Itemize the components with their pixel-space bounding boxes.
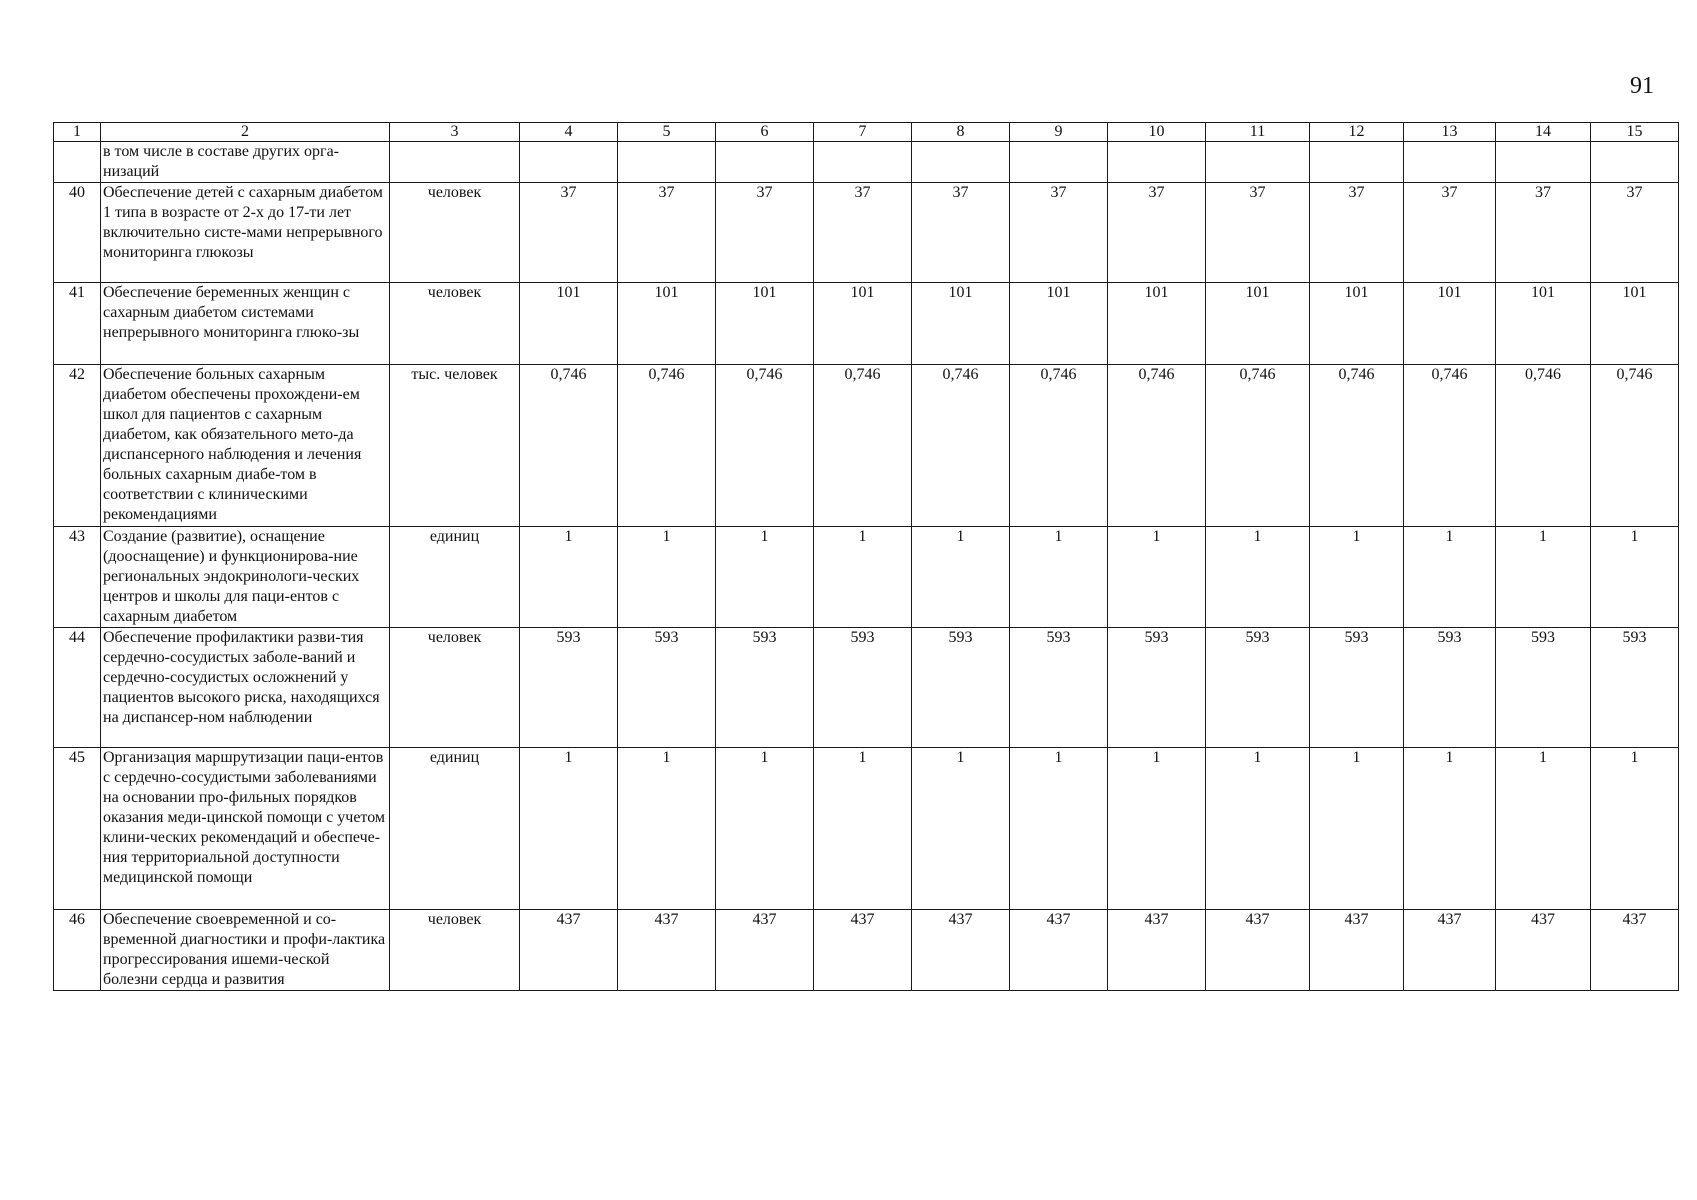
value-cell-col-6: 1 <box>716 527 814 628</box>
row-number: 41 <box>54 283 101 365</box>
value-cell-col-14: 0,746 <box>1496 365 1591 527</box>
column-number-4: 4 <box>520 123 618 142</box>
indicator-name: Обеспечение профилактики разви-тия сердечно-сосудистых заболе-ваний и сердечно-сосудистых осложнений у пациентов высокого риска, находящихся на диспансер-ном наблюдении <box>101 628 390 748</box>
column-number-8: 8 <box>912 123 1010 142</box>
table-body <box>54 123 1679 991</box>
value-cell-col-13: 37 <box>1404 183 1496 283</box>
value-cell-col-5: 101 <box>618 283 716 365</box>
column-number-7: 7 <box>814 123 912 142</box>
value-cell-col-15: 1 <box>1591 748 1679 910</box>
value-cell-col-10: 437 <box>1108 910 1206 991</box>
column-number-5: 5 <box>618 123 716 142</box>
value-cell-col-13: 593 <box>1404 628 1496 748</box>
value-cell-col-8: 37 <box>912 183 1010 283</box>
value-cell-col-15: 101 <box>1591 283 1679 365</box>
value-cell-col-12: 0,746 <box>1310 365 1404 527</box>
value-cell-col-14: 101 <box>1496 283 1591 365</box>
value-cell-col-7: 593 <box>814 628 912 748</box>
value-cell-col-10: 593 <box>1108 628 1206 748</box>
value-cell-col-13: 0,746 <box>1404 365 1496 527</box>
value-cell-col-8 <box>912 142 1010 183</box>
value-cell-col-9: 0,746 <box>1010 365 1108 527</box>
value-cell-col-13 <box>1404 142 1496 183</box>
column-number-13: 13 <box>1404 123 1496 142</box>
value-cell-col-8: 1 <box>912 748 1010 910</box>
value-cell-col-14: 437 <box>1496 910 1591 991</box>
value-cell-col-9: 437 <box>1010 910 1108 991</box>
value-cell-col-4: 1 <box>520 748 618 910</box>
column-number-11: 11 <box>1206 123 1310 142</box>
table-row <box>54 628 1679 748</box>
table-row <box>54 365 1679 527</box>
row-number: 40 <box>54 183 101 283</box>
value-cell-col-10: 0,746 <box>1108 365 1206 527</box>
unit-of-measure <box>390 142 520 183</box>
column-number-12: 12 <box>1310 123 1404 142</box>
indicator-name: Обеспечение больных сахарным диабетом обеспечены прохождени-ем школ для пациентов с сахарным диабетом, как обязательного мето-да диспансерного наблюдения и лечения больных сахарным диабе-том в соответствии с клиническими рекомендациями <box>101 365 390 527</box>
unit-of-measure: человек <box>390 628 520 748</box>
value-cell-col-7: 37 <box>814 183 912 283</box>
value-cell-col-4 <box>520 142 618 183</box>
value-cell-col-6: 0,746 <box>716 365 814 527</box>
value-cell-col-14: 1 <box>1496 748 1591 910</box>
value-cell-col-7: 437 <box>814 910 912 991</box>
value-cell-col-4: 101 <box>520 283 618 365</box>
column-number-6: 6 <box>716 123 814 142</box>
value-cell-col-10: 37 <box>1108 183 1206 283</box>
unit-of-measure: человек <box>390 183 520 283</box>
value-cell-col-5: 0,746 <box>618 365 716 527</box>
value-cell-col-7: 0,746 <box>814 365 912 527</box>
value-cell-col-11 <box>1206 142 1310 183</box>
value-cell-col-5: 1 <box>618 748 716 910</box>
indicator-name: Создание (развитие), оснащение (дооснащение) и функционирова-ние региональных эндокринологи-ческих центров и школы для паци-ентов с сахарным диабетом <box>101 527 390 628</box>
column-number-10: 10 <box>1108 123 1206 142</box>
value-cell-col-5: 37 <box>618 183 716 283</box>
value-cell-col-14: 37 <box>1496 183 1591 283</box>
table-row <box>54 142 1679 183</box>
value-cell-col-5: 1 <box>618 527 716 628</box>
value-cell-col-6: 593 <box>716 628 814 748</box>
row-number: 46 <box>54 910 101 991</box>
value-cell-col-4: 593 <box>520 628 618 748</box>
value-cell-col-8: 593 <box>912 628 1010 748</box>
column-number-9: 9 <box>1010 123 1108 142</box>
value-cell-col-11: 101 <box>1206 283 1310 365</box>
indicator-name: Обеспечение своевременной и со-временной диагностики и профи-лактика прогрессирования ишеми-ческой болезни сердца и развития <box>101 910 390 991</box>
value-cell-col-9 <box>1010 142 1108 183</box>
value-cell-col-11: 1 <box>1206 527 1310 628</box>
value-cell-col-9: 101 <box>1010 283 1108 365</box>
page-number: 91 <box>1630 73 1654 99</box>
row-number: 43 <box>54 527 101 628</box>
value-cell-col-13: 437 <box>1404 910 1496 991</box>
column-number-2: 2 <box>101 123 390 142</box>
value-cell-col-15: 437 <box>1591 910 1679 991</box>
table-row <box>54 527 1679 628</box>
indicator-name: Обеспечение беременных женщин с сахарным диабетом системами непрерывного мониторинга глюко-зы <box>101 283 390 365</box>
value-cell-col-13: 1 <box>1404 748 1496 910</box>
unit-of-measure: единиц <box>390 748 520 910</box>
value-cell-col-8: 101 <box>912 283 1010 365</box>
indicator-name: в том числе в составе других орга-низаций <box>101 142 390 183</box>
value-cell-col-4: 1 <box>520 527 618 628</box>
value-cell-col-15: 0,746 <box>1591 365 1679 527</box>
value-cell-col-11: 437 <box>1206 910 1310 991</box>
indicators-table <box>53 122 1679 991</box>
value-cell-col-11: 37 <box>1206 183 1310 283</box>
value-cell-col-10 <box>1108 142 1206 183</box>
value-cell-col-12: 437 <box>1310 910 1404 991</box>
value-cell-col-14: 1 <box>1496 527 1591 628</box>
value-cell-col-7: 1 <box>814 527 912 628</box>
value-cell-col-4: 437 <box>520 910 618 991</box>
column-number-15: 15 <box>1591 123 1679 142</box>
value-cell-col-12: 37 <box>1310 183 1404 283</box>
value-cell-col-9: 37 <box>1010 183 1108 283</box>
value-cell-col-9: 1 <box>1010 748 1108 910</box>
value-cell-col-11: 0,746 <box>1206 365 1310 527</box>
value-cell-col-6: 101 <box>716 283 814 365</box>
value-cell-col-12 <box>1310 142 1404 183</box>
value-cell-col-14 <box>1496 142 1591 183</box>
column-number-1: 1 <box>54 123 101 142</box>
value-cell-col-15 <box>1591 142 1679 183</box>
value-cell-col-11: 593 <box>1206 628 1310 748</box>
value-cell-col-10: 1 <box>1108 527 1206 628</box>
value-cell-col-7: 1 <box>814 748 912 910</box>
column-number-14: 14 <box>1496 123 1591 142</box>
unit-of-measure: тыс. человек <box>390 365 520 527</box>
value-cell-col-8: 1 <box>912 527 1010 628</box>
value-cell-col-10: 1 <box>1108 748 1206 910</box>
table-row <box>54 283 1679 365</box>
column-number-row <box>54 123 1679 142</box>
value-cell-col-7 <box>814 142 912 183</box>
unit-of-measure: человек <box>390 910 520 991</box>
unit-of-measure: человек <box>390 283 520 365</box>
value-cell-col-8: 0,746 <box>912 365 1010 527</box>
value-cell-col-12: 593 <box>1310 628 1404 748</box>
table-row <box>54 183 1679 283</box>
unit-of-measure: единиц <box>390 527 520 628</box>
value-cell-col-12: 1 <box>1310 527 1404 628</box>
value-cell-col-15: 593 <box>1591 628 1679 748</box>
value-cell-col-6: 37 <box>716 183 814 283</box>
value-cell-col-8: 437 <box>912 910 1010 991</box>
value-cell-col-13: 101 <box>1404 283 1496 365</box>
row-number: 45 <box>54 748 101 910</box>
indicator-name: Обеспечение детей с сахарным диабетом 1 типа в возрасте от 2-х до 17-ти лет включительно систе-мами непрерывного мониторинга глюкозы <box>101 183 390 283</box>
row-number <box>54 142 101 183</box>
value-cell-col-5: 593 <box>618 628 716 748</box>
value-cell-col-14: 593 <box>1496 628 1591 748</box>
value-cell-col-15: 1 <box>1591 527 1679 628</box>
table-row <box>54 748 1679 910</box>
value-cell-col-6: 437 <box>716 910 814 991</box>
value-cell-col-9: 593 <box>1010 628 1108 748</box>
value-cell-col-5 <box>618 142 716 183</box>
value-cell-col-5: 437 <box>618 910 716 991</box>
table-row <box>54 910 1679 991</box>
value-cell-col-10: 101 <box>1108 283 1206 365</box>
value-cell-col-12: 1 <box>1310 748 1404 910</box>
value-cell-col-9: 1 <box>1010 527 1108 628</box>
value-cell-col-13: 1 <box>1404 527 1496 628</box>
value-cell-col-6: 1 <box>716 748 814 910</box>
row-number: 44 <box>54 628 101 748</box>
value-cell-col-4: 37 <box>520 183 618 283</box>
row-number: 42 <box>54 365 101 527</box>
value-cell-col-6 <box>716 142 814 183</box>
value-cell-col-7: 101 <box>814 283 912 365</box>
column-number-3: 3 <box>390 123 520 142</box>
value-cell-col-12: 101 <box>1310 283 1404 365</box>
value-cell-col-11: 1 <box>1206 748 1310 910</box>
value-cell-col-15: 37 <box>1591 183 1679 283</box>
value-cell-col-4: 0,746 <box>520 365 618 527</box>
indicator-name: Организация маршрутизации паци-ентов с сердечно-сосудистыми заболеваниями на основании про-фильных порядков оказания меди-цинской помощи с учетом клини-ческих рекомендаций и обеспече-ния территориальной доступности медицинской помощи <box>101 748 390 910</box>
